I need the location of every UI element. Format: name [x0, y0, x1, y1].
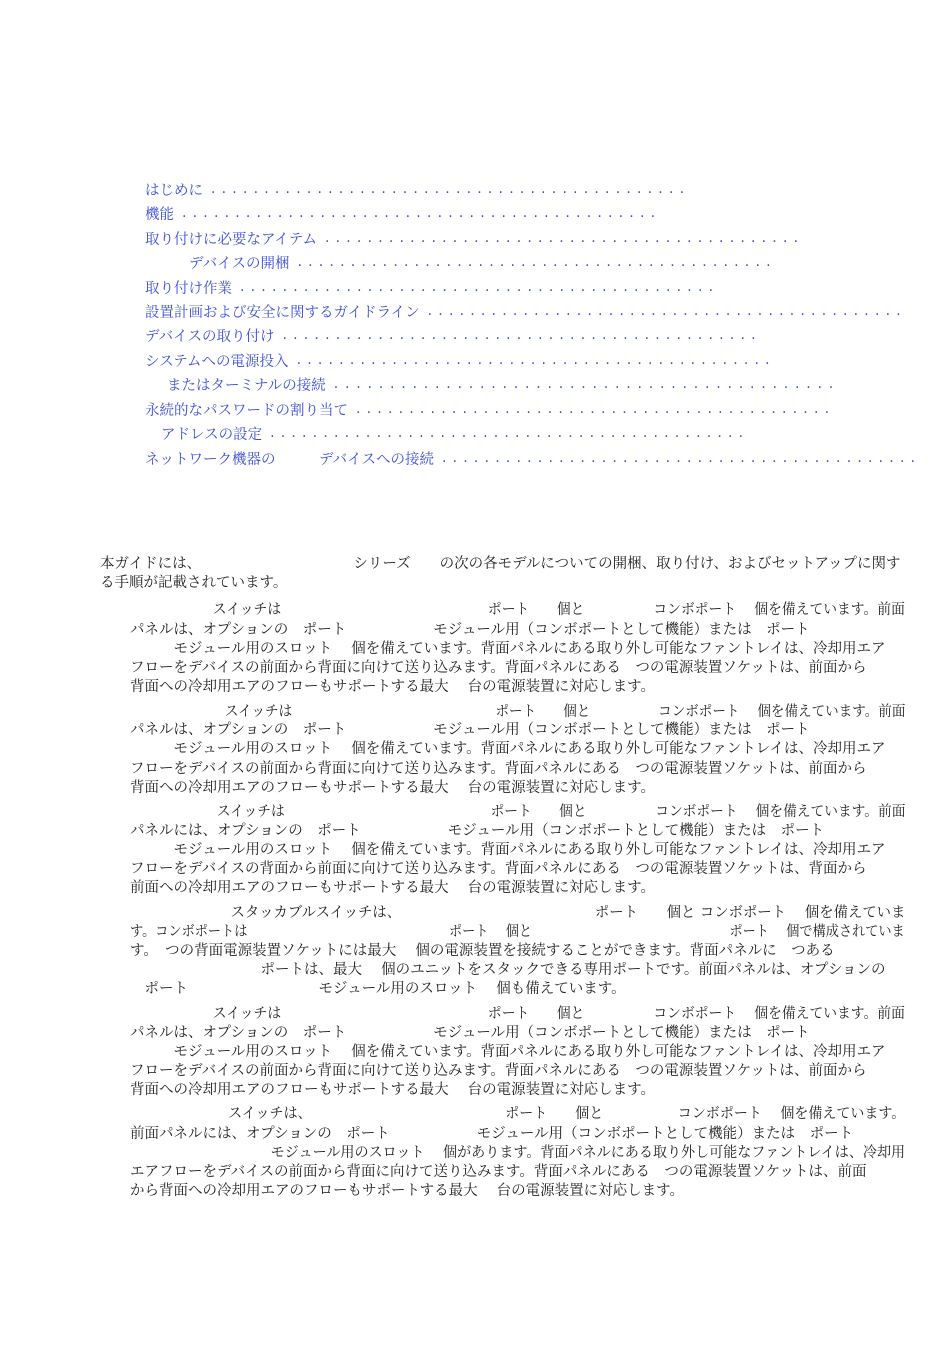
toc-entry-power-on[interactable]: [145, 349, 776, 371]
paragraph-line: 背面への冷却用エアのフローもサポートする最大 台の電源装置に対応します。: [130, 780, 656, 796]
paragraph-line: す。 つの背面電源装置ソケットには最大 個の電源装置を接続することができます。背面パネルに つある: [130, 943, 835, 959]
paragraph-line: モジュール用のスロット 個を備えています。背面パネルにある取り外し可能なファントレイは、冷却用エア: [130, 842, 886, 858]
toc-leader-dots: .............................................: [211, 181, 691, 197]
toc-leader-dots: .............................................: [282, 327, 762, 343]
toc-entry-label: はじめに: [145, 182, 203, 199]
paragraph-line: パネルは、オプションの ポート モジュール用（コンボポートとして機能）または ポート: [130, 622, 810, 638]
paragraph-line: パネルは、オプションの ポート モジュール用（コンボポートとして機能）または ポート: [130, 1025, 810, 1041]
paragraph-line: モジュール用のスロット 個を備えています。背面パネルにある取り外し可能なファントレイは、冷却用エア: [130, 1044, 886, 1060]
paragraph-line: 背面への冷却用エアのフローもサポートする最大 台の電源装置に対応します。: [130, 679, 656, 695]
toc-entry-required-items[interactable]: [145, 227, 805, 249]
toc-entry-label: デバイスの取り付け: [145, 328, 275, 345]
paragraph-line: パネルは、オプションの ポート モジュール用（コンボポートとして機能）または ポート: [130, 722, 810, 738]
toc-leader-dots: .............................................: [240, 279, 720, 295]
paragraph-line: モジュール用のスロット 個を備えています。背面パネルにある取り外し可能なファントレイは、冷却用エア: [130, 741, 886, 757]
toc-entry-label: システムへの電源投入: [145, 353, 289, 370]
paragraph-line: パネルには、オプションの ポート モジュール用（コンボポートとして機能）または ポート: [130, 823, 825, 839]
paragraph-line: エアフローをデバイスの前面から背面に向けて送り込みます。背面パネルにある つの電源装置ソケットは、前面: [130, 1164, 867, 1180]
toc-entry-label: ネットワーク機器の デバイスへの接続: [145, 451, 434, 468]
toc-leader-dots: .............................................: [296, 352, 776, 368]
toc-entry-device-mounting[interactable]: [145, 324, 762, 346]
paragraph-line: 背面への冷却用エアのフローもサポートする最大 台の電源装置に対応します。: [130, 1082, 656, 1098]
paragraph-line: から背面への冷却用エアのフローもサポートする最大 台の電源装置に対応します。: [130, 1183, 685, 1199]
toc-entry-unpacking[interactable]: [189, 251, 777, 273]
toc-entry-label: 設置計画および安全に関するガイドライン: [145, 304, 420, 321]
toc-entry-label: 永続的なパスワードの割り当て: [145, 402, 348, 419]
toc-leader-dots: .............................................: [427, 303, 907, 319]
toc-entry-label: 取り付け作業: [145, 280, 232, 297]
toc-entry-label: アドレスの設定: [161, 426, 263, 443]
paragraph-line: フローをデバイスの前面から背面に向けて送り込みます。背面パネルにある つの電源装置ソケットは、前面から: [130, 660, 867, 676]
toc-leader-dots: .............................................: [333, 376, 841, 392]
toc-entry-network-connection[interactable]: [145, 447, 922, 469]
toc-entry-label: またはターミナルの接続: [167, 377, 326, 394]
toc-entry-address-settings[interactable]: [161, 422, 750, 444]
toc-entry-password[interactable]: [145, 398, 836, 420]
toc-entry-safety-guidelines[interactable]: [145, 300, 907, 322]
toc-entry-features[interactable]: [145, 202, 662, 224]
toc-entry-label: 機能: [145, 206, 174, 223]
paragraph-line: 前面への冷却用エアのフローもサポートする最大 台の電源装置に対応します。: [130, 880, 656, 896]
paragraph-line: スイッチは ポート 個と コンボポート 個を備えています。前面: [130, 804, 906, 820]
paragraph-line: モジュール用のスロット 個を備えています。背面パネルにある取り外し可能なファントレイは、冷却用エア: [130, 641, 886, 657]
intro-line: 本ガイドには、 シリーズ の次の各モデルについての開梱、取り付け、およびセットアップに関す: [100, 556, 901, 572]
intro-line: る手順が記載されています。: [100, 575, 288, 591]
toc-leader-dots: .............................................: [182, 205, 662, 221]
toc-leader-dots: .............................................: [441, 450, 922, 466]
toc-leader-dots: .............................................: [324, 230, 805, 246]
toc-leader-dots: .............................................: [270, 425, 750, 441]
paragraph-line: モジュール用のスロット 個があります。背面パネルにある取り外し可能なファントレイは、冷却用: [130, 1145, 906, 1161]
toc-entry-label: 取り付けに必要なアイテム: [145, 231, 317, 248]
paragraph-line: フローをデバイスの前面から背面に向けて送り込みます。背面パネルにある つの電源装置ソケットは、前面から: [130, 761, 867, 777]
toc-leader-dots: .............................................: [356, 401, 836, 417]
paragraph-line: スイッチは ポート 個と コンボポート 個を備えています。前面: [130, 1006, 905, 1022]
paragraph-line: スイッチは ポート 個と コンボポート 個を備えています。前面: [130, 602, 905, 618]
paragraph-line: ポート モジュール用のスロット 個も備えています。: [130, 981, 626, 997]
toc-entry-terminal-connection[interactable]: [167, 373, 841, 395]
paragraph-line: フローをデバイスの前面から背面に向けて送り込みます。背面パネルにある つの電源装置ソケットは、前面から: [130, 1063, 867, 1079]
paragraph-line: スタッカブルスイッチは、 ポート 個と コンボポート 個を備えていま: [130, 905, 906, 921]
paragraph-line: フローをデバイスの背面から前面に向けて送り込みます。背面パネルにある つの電源装置ソケットは、背面から: [130, 861, 867, 877]
toc-leader-dots: .............................................: [297, 254, 777, 270]
paragraph-line: スイッチは ポート 個と コンボポート 個を備えています。前面: [130, 704, 906, 720]
toc-entry-label: デバイスの開梱: [189, 255, 290, 272]
paragraph-line: 前面パネルには、オプションの ポート モジュール用（コンボポートとして機能）または ポート: [130, 1126, 854, 1142]
paragraph-line: ポートは、最大 個のユニットをスタックできる専用ポートです。前面パネルは、オプションの: [130, 962, 886, 978]
toc-entry-introduction[interactable]: [145, 178, 691, 200]
paragraph-line: スイッチは、 ポート 個と コンボポート 個を備えています。: [130, 1106, 906, 1122]
paragraph-line: す。コンボポートは ポート 個と ポート 個で構成されていま: [130, 924, 905, 940]
toc-entry-installation-work[interactable]: [145, 276, 720, 298]
